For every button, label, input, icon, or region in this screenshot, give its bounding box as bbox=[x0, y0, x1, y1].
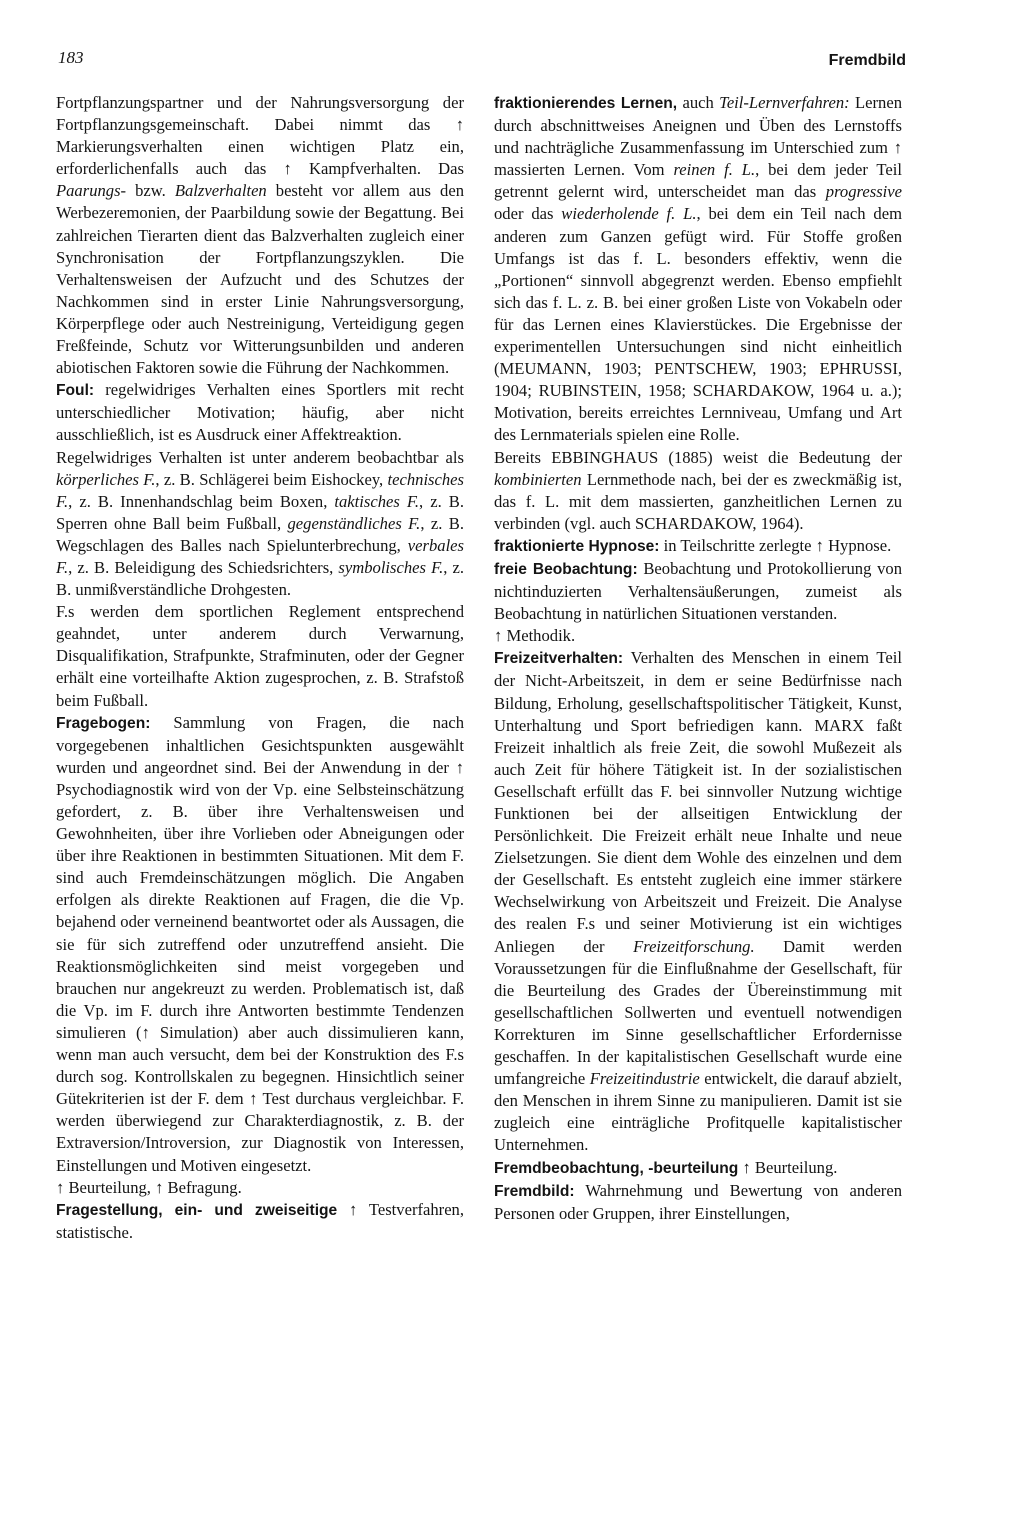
entry-foul bbox=[56, 379, 464, 446]
text-run: bzw. bbox=[126, 181, 175, 201]
entry-foul3 bbox=[56, 601, 464, 711]
emphasis: verbales F. bbox=[56, 535, 464, 577]
text-run: , z. B. Innenhandschlag beim Boxen, bbox=[68, 491, 335, 511]
emphasis: wiederholende f. L. bbox=[561, 204, 697, 224]
entry-freie-beobachtung bbox=[494, 558, 902, 625]
emphasis: körperliches F. bbox=[56, 469, 156, 489]
emphasis: Freizeitindustrie bbox=[589, 1069, 700, 1089]
text-run: , bei dem jeder Teil getrennt gelernt wird, unterscheidet man das bbox=[494, 160, 902, 202]
text-run: , bei dem ein Teil nach dem anderen zum Ganzen gefügt wird. Für Stoffe großen Umfangs ist das f. L. besonders effektiv, wenn die „Portionen“ sinnvoll abgegrenzt werden. Ebenso empfiehlt sich das f. L. z. B. bei einer großen Liste von Vokabeln oder für das Lernen eines Klavierstückes. Die Ergebnisse der experimentellen Untersuchungen sind nicht einheitlich (MEUMANN, 1903; PENTSCHEW, 1903; EPHRUSSI, 1904; RUBINSTEIN, 1958; SCHARDAKOW, 1964 u. a.); Motivation, bereits erreichtes Lernniveau, Umfang und Art des Lernmaterials spielen eine Rolle. bbox=[494, 204, 902, 445]
text-run: , z. B. Wegschlagen des Balles nach Spielunterbrechung, bbox=[56, 513, 464, 555]
emphasis: Freizeitforschung. bbox=[633, 936, 755, 956]
text-run: , z. B. unmißverständliche Drohgesten. bbox=[56, 557, 464, 600]
running-head: Fremdbild bbox=[828, 52, 906, 69]
lemma: Fremdbeobachtung, -beurteilung bbox=[494, 1159, 739, 1177]
text-run: auch bbox=[677, 93, 720, 112]
text-run: in Teilschritte zerlegte ↑ Hypnose. bbox=[659, 535, 892, 555]
emphasis: gegenständliches F. bbox=[287, 513, 421, 533]
text-run: ↑ Beurteilung, ↑ Befragung. bbox=[56, 1177, 242, 1197]
text-run: Lernmethode nach, bei der es zweckmäßig ist, das f. L. mit dem massierten, ganzheitlichen Lernen zu verbinden (vgl. auch SCHARDAKOW, 1964). bbox=[494, 469, 902, 533]
entry-cont bbox=[56, 92, 464, 379]
text-run: F.s werden dem sportlichen Reglement entsprechend geahndet, unter anderem durch Verwarnung, Disqualifikation, Strafpunkte, Strafminuten, oder der Gegner erhält eine vorteilhafte Aktion zugesprochen, z. B. Strafstoß beim Fußball. bbox=[56, 602, 464, 710]
text-run: Regelwidriges Verhalten ist unter anderem beobachtbar als bbox=[56, 447, 464, 467]
entry-fragestellung bbox=[56, 1199, 464, 1244]
lemma: Fragebogen: bbox=[56, 714, 151, 732]
emphasis: Balzverhalten bbox=[174, 181, 267, 201]
left-column bbox=[56, 92, 464, 1244]
text-run: entwickelt, die darauf abzielt, den Menschen in ihrem Sinne zu manipulieren. Damit ist sie zugleich eine einträgliche Profitquelle kapitalistischer Unternehmen. bbox=[494, 1069, 902, 1155]
entry-freizeitverhalten bbox=[494, 647, 902, 1156]
entry-fraktionierte-hypnose bbox=[494, 535, 902, 558]
text-run: Verhalten des Menschen in einem Teil der Nicht-Arbeitszeit, in dem er seine Bedürfnisse nach Bildung, Erholung, gesellschaftspolitischer Tätigkeit, Kunst, Unterhaltung und Sport befriedigen kann. MARX faßt Freizeit inhaltlich als freie Zeit, die sowohl Mußezeit als auch Zeit für höhere Tätigkeit ist. In der sozialistischen Gesellschaft erfüllt das F. bei sinnvoller Nutzung wichtige Funktionen bei der allseitigen Entwicklung der Persönlichkeit. Die Freizeit erhält neue Inhalte und neue Zielsetzungen. Sie dient dem Wohle des einzelnen und dem der Gesellschaft. Es entsteht zugleich eine immer stärkere Wechselwirkung von Arbeitszeit und Freizeit. Die Analyse des realen F.s und seiner Motivierung ist ein wichtiges Anliegen der bbox=[494, 648, 902, 956]
entry-fremdbild bbox=[494, 1180, 902, 1225]
entry-foul2 bbox=[56, 447, 464, 602]
entry-fragebogen-ref bbox=[56, 1177, 464, 1199]
emphasis: progressive bbox=[825, 182, 902, 202]
text-run: Damit werden Voraussetzungen für die Einflußnahme der Gesellschaft, für die Beurteilung des Grades der Übereinstimmung mit gesellschaftlichen Sollwerten und eventuell notwendigen Korrekturen im Sinne gesellschaftlicher Erfordernisse geschaffen. In der kapitalistischen Gesellschaft wurde eine umfangreiche bbox=[494, 936, 903, 1089]
text-run: ↑ Beurteilung. bbox=[738, 1157, 838, 1177]
entry-fragebogen bbox=[56, 712, 464, 1177]
text-run: Beobachtung und Protokollierung von nichtinduzierten Verhaltensäußerungen, zumeist als Beobachtung in natürlichen Situationen verstanden. bbox=[494, 558, 902, 624]
text-run: oder das bbox=[494, 204, 562, 224]
lemma: Fragestellung, ein- und zweiseitige bbox=[56, 1201, 338, 1219]
lemma: fraktionierte Hypnose: bbox=[494, 537, 660, 555]
text-run: Fortpflanzungspartner und der Nahrungsversorgung der Fortpflanzungsgemeinschaft. Dabei nimmt das ↑ Markierungsverhalten einen wichtigen Platz ein, erforderlichenfalls auch das ↑ Kampfverhalten. Das bbox=[56, 93, 464, 179]
text-run: ↑ Methodik. bbox=[494, 626, 576, 646]
page-number: 183 bbox=[58, 48, 84, 67]
text-run: ↑ Testverfahren, statistische. bbox=[56, 1199, 465, 1242]
text-run: , z. B. Beleidigung des Schiedsrichters, bbox=[68, 557, 339, 577]
text-run: besteht vor allem aus den Werbezeremonien, der Paarbildung sowie der Begattung. Bei zahlreichen Tierarten dient das Balzverhalten zugleich einer Synchronisation der Fortpflanzungszyklen. Die Verhaltensweisen der Aufzucht und des Schutzes der Nachkommen sind in erster Linie Nahrungsversorgung, Körperpflege oder auch Nestreinigung, Verteidigung gegen Freßfeinde, Schutz vor Witterungsunbilden und anderen abiotischen Faktoren sowie die Führung der Nachkommen. bbox=[56, 181, 464, 378]
lemma: Freizeitverhalten: bbox=[494, 650, 624, 668]
lemma: fraktionierendes Lernen, bbox=[494, 95, 678, 112]
emphasis: taktisches F. bbox=[334, 491, 420, 511]
text-run: Wahrnehmung und Bewertung von anderen Personen oder Gruppen, ihrer Einstellungen, bbox=[494, 1180, 902, 1223]
text-run: regelwidriges Verhalten eines Sportlers mit recht unterschiedlicher Motivation; häufig, aber nicht ausschließlich, ist es Ausdruck einer Affektreaktion. bbox=[56, 380, 464, 445]
emphasis: symbolisches F. bbox=[338, 557, 444, 577]
entry-fremdbeobachtung bbox=[494, 1157, 902, 1180]
text-run: Sammlung von Fragen, die nach vorgegebenen inhaltlichen Gesichtspunkten ausgewählt wurden und angeordnet sind. Bei der Anwendung in der ↑ Psychodiagnostik wird von der Vp. eine Selbsteinschätzung gefordert, z. B. über ihre Verhaltensweisen und Gewohnheiten, über ihre Vorlieben oder Abneigungen oder über ihre Reaktionen in bestimmten Situationen. Mit dem F. sind auch Fremdeinschätzungen möglich. Die Angaben erfolgen als direkte Reaktionen auf Fragen, die die Vp. bejahend oder verneinend beantwortet oder als Aussagen, die sie für sich zutreffend oder unzutreffend ansieht. Die Reaktionsmöglichkeiten sind meist vorgegeben und brauchen nur angekreuzt zu werden. Problematisch ist, daß die Vp. im F. durch ihre Antworten bestimmte Tendenzen simulieren (↑ Simulation) aber auch dissimulieren kann, wenn man auch versucht, dem bei der Konstruktion des F.s durch sog. Kontrollskalen zu begegnen. Hinsichtlich seiner Gütekriterien ist der F. dem ↑ Test durchaus vergleichbar. F. werden überwiegend zur Charakterdiagnostik, z. B. der Extraversion/Introversion, zur Diagnostik von Interessen, Einstellungen und Motiven eingesetzt. bbox=[56, 712, 464, 1175]
lemma: Foul: bbox=[56, 382, 95, 400]
emphasis: Paarungs- bbox=[56, 181, 127, 201]
emphasis: technisches F. bbox=[56, 469, 465, 511]
entry-freie-beobachtung-ref bbox=[494, 625, 902, 647]
right-column bbox=[494, 92, 902, 1225]
entry-fraktionierendes bbox=[494, 92, 902, 447]
emphasis: reinen f. L. bbox=[673, 160, 756, 180]
emphasis: Teil-Lernverfahren: bbox=[719, 93, 850, 112]
text-run: Bereits EBBINGHAUS (1885) weist die Bedeutung der bbox=[494, 447, 902, 467]
text-run: , z. B. Sperren ohne Ball beim Fußball, bbox=[56, 491, 464, 533]
emphasis: kombinierten bbox=[494, 469, 582, 489]
text-run: Lernen durch abschnittweises Aneignen und Üben des Lernstoffs und nachträgliche Zusammenfassung im Unterschied zum ↑ massierten Lernen. Vom bbox=[494, 93, 903, 180]
lemma: freie Beobachtung: bbox=[494, 560, 638, 578]
lemma: Fremdbild: bbox=[494, 1182, 575, 1200]
text-run: , z. B. Schlägerei beim Eishockey, bbox=[155, 469, 388, 489]
entry-fraktionierendes2 bbox=[494, 447, 902, 535]
